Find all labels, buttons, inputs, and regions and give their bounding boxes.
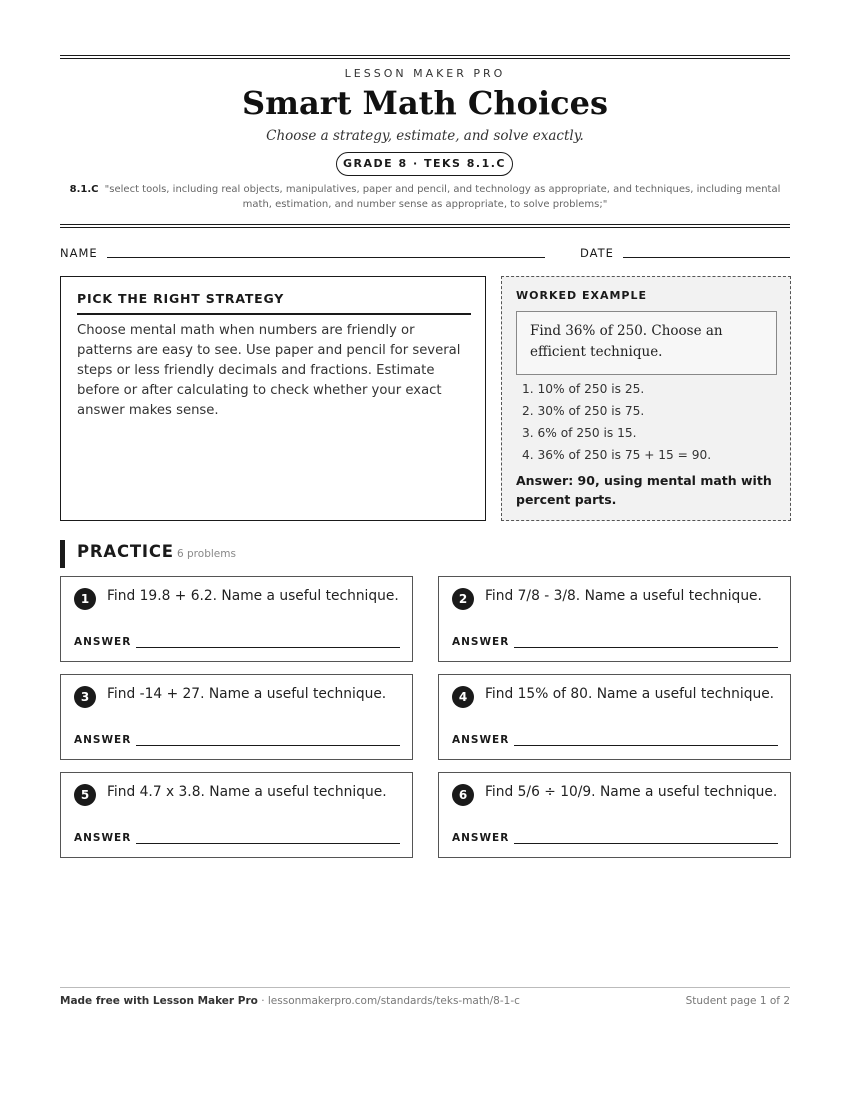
name-field[interactable] bbox=[107, 257, 545, 258]
worked-example-step: 4. 36% of 250 is 75 + 15 = 90. bbox=[522, 448, 712, 462]
grade-badge: GRADE 8 · TEKS 8.1.C bbox=[336, 152, 513, 176]
worked-example-panel bbox=[501, 276, 791, 521]
name-label: NAME bbox=[60, 246, 98, 260]
answer-label: ANSWER bbox=[452, 734, 510, 746]
standard-statement bbox=[60, 182, 790, 212]
problem-card-3 bbox=[60, 674, 413, 760]
page-title: Smart Math Choices bbox=[242, 84, 608, 122]
strategy-divider bbox=[77, 313, 471, 315]
worked-example-step: 3. 6% of 250 is 15. bbox=[522, 426, 637, 440]
date-label: DATE bbox=[580, 246, 614, 260]
worked-example-steps bbox=[522, 381, 711, 469]
date-field[interactable] bbox=[623, 257, 790, 258]
worked-example-answer: Answer: 90, using mental math with percent parts. bbox=[516, 473, 772, 507]
problem-number-badge: 2 bbox=[452, 588, 474, 610]
problem-card-1 bbox=[60, 576, 413, 662]
footer-made-with: Made free with Lesson Maker Pro bbox=[60, 995, 258, 1007]
problem-number-badge: 6 bbox=[452, 784, 474, 806]
practice-title: PRACTICE bbox=[77, 542, 174, 561]
problem-card-6 bbox=[438, 772, 791, 858]
header-bottom-rule bbox=[60, 224, 790, 225]
answer-field[interactable] bbox=[514, 745, 778, 746]
answer-field[interactable] bbox=[514, 647, 778, 648]
answer-field[interactable] bbox=[136, 647, 400, 648]
problem-number-badge: 5 bbox=[74, 784, 96, 806]
worked-example-step: 2. 30% of 250 is 75. bbox=[522, 404, 645, 418]
answer-label: ANSWER bbox=[74, 734, 132, 746]
footer-rule bbox=[60, 987, 790, 988]
problem-text: Find 15% of 80. Name a useful technique. bbox=[485, 686, 775, 702]
header-bottom-rule-inner bbox=[60, 227, 790, 228]
strategy-heading: PICK THE RIGHT STRATEGY bbox=[77, 291, 285, 306]
footer-credit bbox=[60, 995, 520, 1007]
problem-text: Find 5/6 ÷ 10/9. Name a useful technique. bbox=[485, 784, 778, 800]
worked-example-question: Find 36% of 250. Choose an efficient technique. bbox=[516, 311, 777, 375]
answer-field[interactable] bbox=[514, 843, 778, 844]
practice-accent-bar bbox=[60, 540, 65, 568]
problem-text: Find -14 + 27. Name a useful technique. bbox=[107, 686, 387, 702]
standard-text: "select tools, including real objects, manipulatives, paper and pencil, and technology as appropriate, and techniques, including mental math, estimation, and number sense as appropriate, to solve problems;" bbox=[104, 184, 781, 210]
problem-number-badge: 4 bbox=[452, 686, 474, 708]
answer-field[interactable] bbox=[136, 843, 400, 844]
answer-label: ANSWER bbox=[452, 636, 510, 648]
problem-number-badge: 3 bbox=[74, 686, 96, 708]
problem-card-2 bbox=[438, 576, 791, 662]
footer-url[interactable]: · lessonmakerpro.com/standards/teks-math/8-1-c bbox=[257, 995, 520, 1007]
header-top-rule-inner bbox=[60, 58, 790, 59]
answer-label: ANSWER bbox=[74, 636, 132, 648]
answer-field[interactable] bbox=[136, 745, 400, 746]
practice-count: 6 problems bbox=[177, 548, 236, 560]
brand-label: LESSON MAKER PRO bbox=[344, 67, 506, 80]
worked-example-step: 1. 10% of 250 is 25. bbox=[522, 382, 645, 396]
answer-label: ANSWER bbox=[74, 832, 132, 844]
problem-text: Find 4.7 x 3.8. Name a useful technique. bbox=[107, 784, 387, 800]
problem-text: Find 7/8 - 3/8. Name a useful technique. bbox=[485, 588, 762, 604]
strategy-panel bbox=[60, 276, 486, 521]
page-subtitle: Choose a strategy, estimate, and solve exactly. bbox=[266, 128, 584, 144]
problem-card-5 bbox=[60, 772, 413, 858]
footer-page-number: Student page 1 of 2 bbox=[685, 995, 790, 1007]
problem-card-4 bbox=[438, 674, 791, 760]
strategy-body: Choose mental math when numbers are friendly or patterns are easy to see. Use paper and pencil for several steps or less friendly decimals and fractions. Estimate before or after calculating to check whether your exact answer makes sense. bbox=[77, 323, 461, 418]
worked-example-heading: WORKED EXAMPLE bbox=[516, 289, 647, 302]
header-top-rule bbox=[60, 55, 790, 56]
answer-label: ANSWER bbox=[452, 832, 510, 844]
standard-code: 8.1.C bbox=[69, 184, 99, 195]
problem-text: Find 19.8 + 6.2. Name a useful technique. bbox=[107, 588, 399, 604]
problem-number-badge: 1 bbox=[74, 588, 96, 610]
